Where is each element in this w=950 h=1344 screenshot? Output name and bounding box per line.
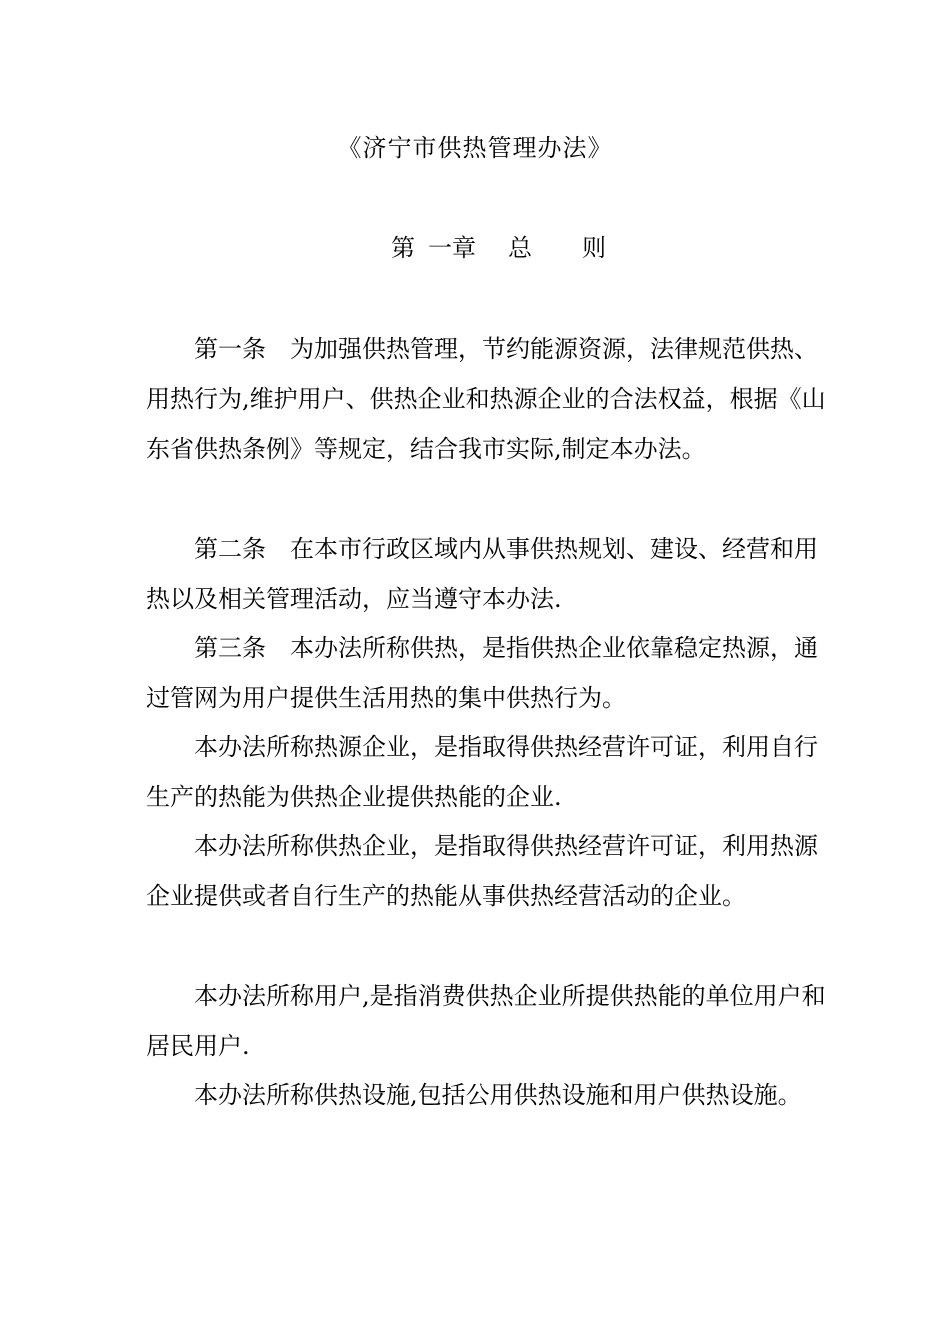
article-label: 第三条: [194, 634, 266, 662]
definition-heating-facilities: [146, 1070, 826, 1120]
chapter-heading-part: 第: [391, 234, 415, 262]
definition-heat-source-enterprise: [146, 722, 826, 822]
paragraph-text: 本办法所称热源企业，是指取得供热经营许可证，利用自行生产的热能为供热企业提供热能的企业.: [146, 733, 818, 811]
article-text: 在本市行政区域内从事供热规划、建设、经营和用热以及相关管理活动，应当遵守本办法.: [146, 535, 818, 613]
article-label: 第一条: [194, 335, 266, 363]
chapter-heading: [391, 228, 631, 268]
document-title: 《济宁市供热管理办法》: [337, 134, 613, 162]
article-text: 本办法所称供热，是指供热企业依靠稳定热源，通过管网为用户提供生活用热的集中供热行为。: [146, 634, 818, 712]
paragraph-text: 本办法所称供热设施,包括公用供热设施和用户供热设施。: [194, 1081, 802, 1109]
chapter-heading-part: 一章: [428, 234, 476, 262]
chapter-heading-part: 总: [508, 234, 532, 262]
article-label: 第二条: [194, 535, 266, 563]
paragraph-text: 本办法所称用户,是指消费供热企业所提供热能的单位用户和居民用户.: [146, 982, 826, 1060]
article-3: [146, 623, 826, 723]
article-2: [146, 524, 826, 624]
paragraph-text: 本办法所称供热企业，是指取得供热经营许可证，利用热源企业提供或者自行生产的热能从事供热经营活动的企业。: [146, 832, 818, 910]
definition-heat-supply-enterprise: [146, 821, 826, 921]
article-text: 为加强供热管理，节约能源资源，法律规范供热、用热行为,维护用户、供热企业和热源企业的合法权益，根据《山东省供热条例》等规定，结合我市实际,制定本办法。: [146, 335, 826, 463]
definition-user: [146, 971, 826, 1071]
article-1: [146, 324, 826, 474]
chapter-heading-part: 则: [582, 234, 606, 262]
